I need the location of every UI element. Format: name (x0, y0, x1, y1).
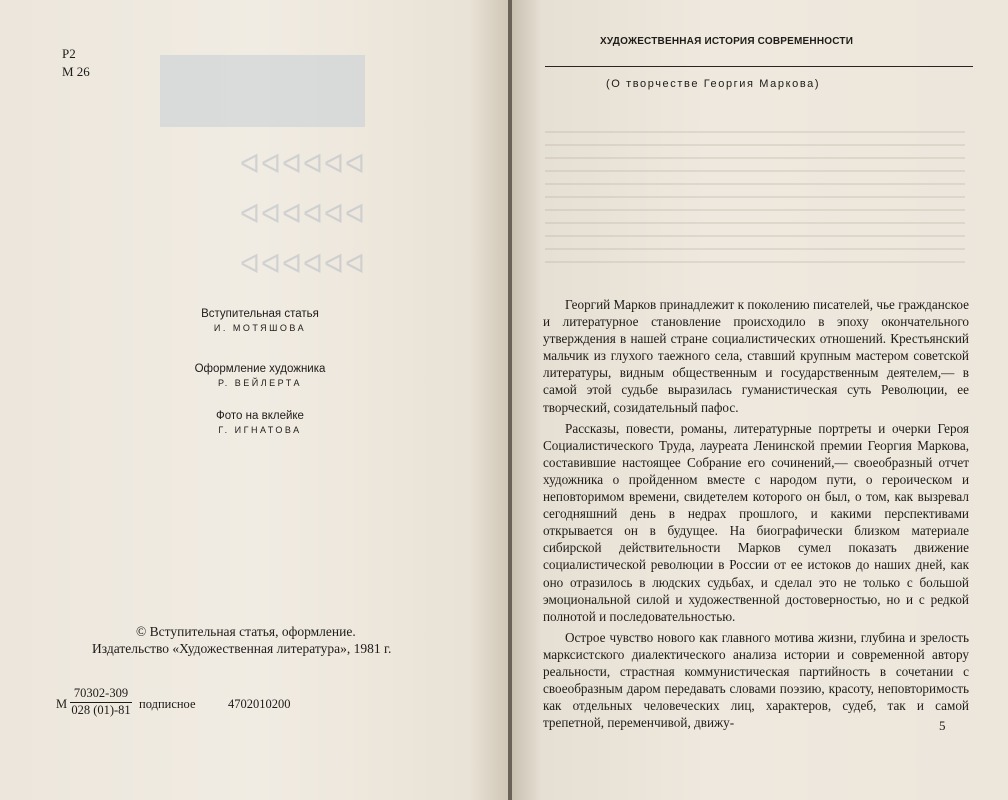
author-code: М 26 (62, 64, 90, 79)
imprint-denominator: 028 (01)-81 (71, 703, 131, 717)
credit-name: Г. ИГНАТОВА (218, 425, 302, 435)
credit-name: И. МОТЯШОВА (213, 323, 307, 333)
imprint-numerator: 70302-309 (70, 686, 132, 703)
copyright-line: © Вступительная статья, оформление. (136, 624, 356, 639)
chapter-subtitle: (О творчестве Георгия Маркова) (606, 78, 821, 90)
imprint-code (56, 686, 356, 722)
paragraph: Георгий Марков принадлежит к поколению писателей, чье гражданское и литературное становление происходило в эпоху окончательного утверждения в нашей стране социалистических отношений. Крестьянский мальчик из глухого таежного села, ставший крупным мастером советской литературы, видным общественным и государственным деятелем,— в самой этой судьбе выразилась гуманистическая суть Революции, ее творческий, созидательный пафос. (543, 297, 969, 415)
imprint-letter: М (56, 697, 68, 711)
imprint-fraction (70, 686, 132, 718)
library-class-code: Р2 (62, 46, 76, 61)
copyright-notice (92, 623, 422, 657)
header-rule (545, 66, 973, 67)
show-through-text: ᐅᐅᐅᐅᐅᐅ (239, 250, 365, 280)
isbn-code: 4702010200 (228, 697, 291, 711)
article-body (543, 296, 969, 731)
credit-role: Фото на вклейке (216, 410, 304, 422)
credit-role: Вступительная статья (201, 308, 319, 320)
credit-design (160, 363, 360, 388)
page-number: 5 (939, 718, 946, 733)
show-through-text: ᐅᐅᐅᐅᐅᐅ (239, 200, 365, 230)
publisher-line: Издательство «Художественная литература», 1981 г. (92, 641, 392, 656)
show-through-text: ᐅᐅᐅᐅᐅᐅ (239, 150, 365, 180)
credit-photo (160, 410, 360, 435)
show-through-lines (545, 120, 965, 270)
credit-name: Р. ВЕЙЛЕРТА (218, 378, 302, 388)
credit-introduction (160, 308, 360, 333)
show-through-title-block (160, 55, 365, 127)
credit-role: Оформление художника (194, 363, 326, 375)
subscription-label: подписное (139, 697, 196, 711)
paragraph: Острое чувство нового как главного мотива жизни, глубина и зрелость марксистского диалектического анализа истории и современной автору реальности, страстная коммунистическая партийность в сочетании с своеобразным даром передавать словами поэзию, красоту, неповторимость как отдельных человеческих лиц, характеров, судеб, так и самой трепетной, переменчивой, движу- (543, 629, 969, 731)
running-head: ХУДОЖЕСТВЕННАЯ ИСТОРИЯ СОВРЕМЕННОСТИ (600, 36, 854, 47)
paragraph: Рассказы, повести, романы, литературные портреты и очерки Героя Социалистического Труда, лауреата Ленинской премии Георгия Маркова, составившие настоящее Собрание его сочинений,— своеобразный отчет художника о пройденном вместе с народом пути, о героическом и неповторимом времени, свидетелем которого он был, о том, как вызревал сегодняшний день в недрах прошлого, и какими перспективами открывается он в будущее. На биографически близком материале сибирской действительности Марков сумел показать движение социалистической революции в России от ее истоков до наших дней, как оно отразилось в людских судьбах, и сделал это не только с большой эмоциональной силой и художественной достоверностью, но и с редкой полнотой и последовательностью. (543, 420, 969, 624)
